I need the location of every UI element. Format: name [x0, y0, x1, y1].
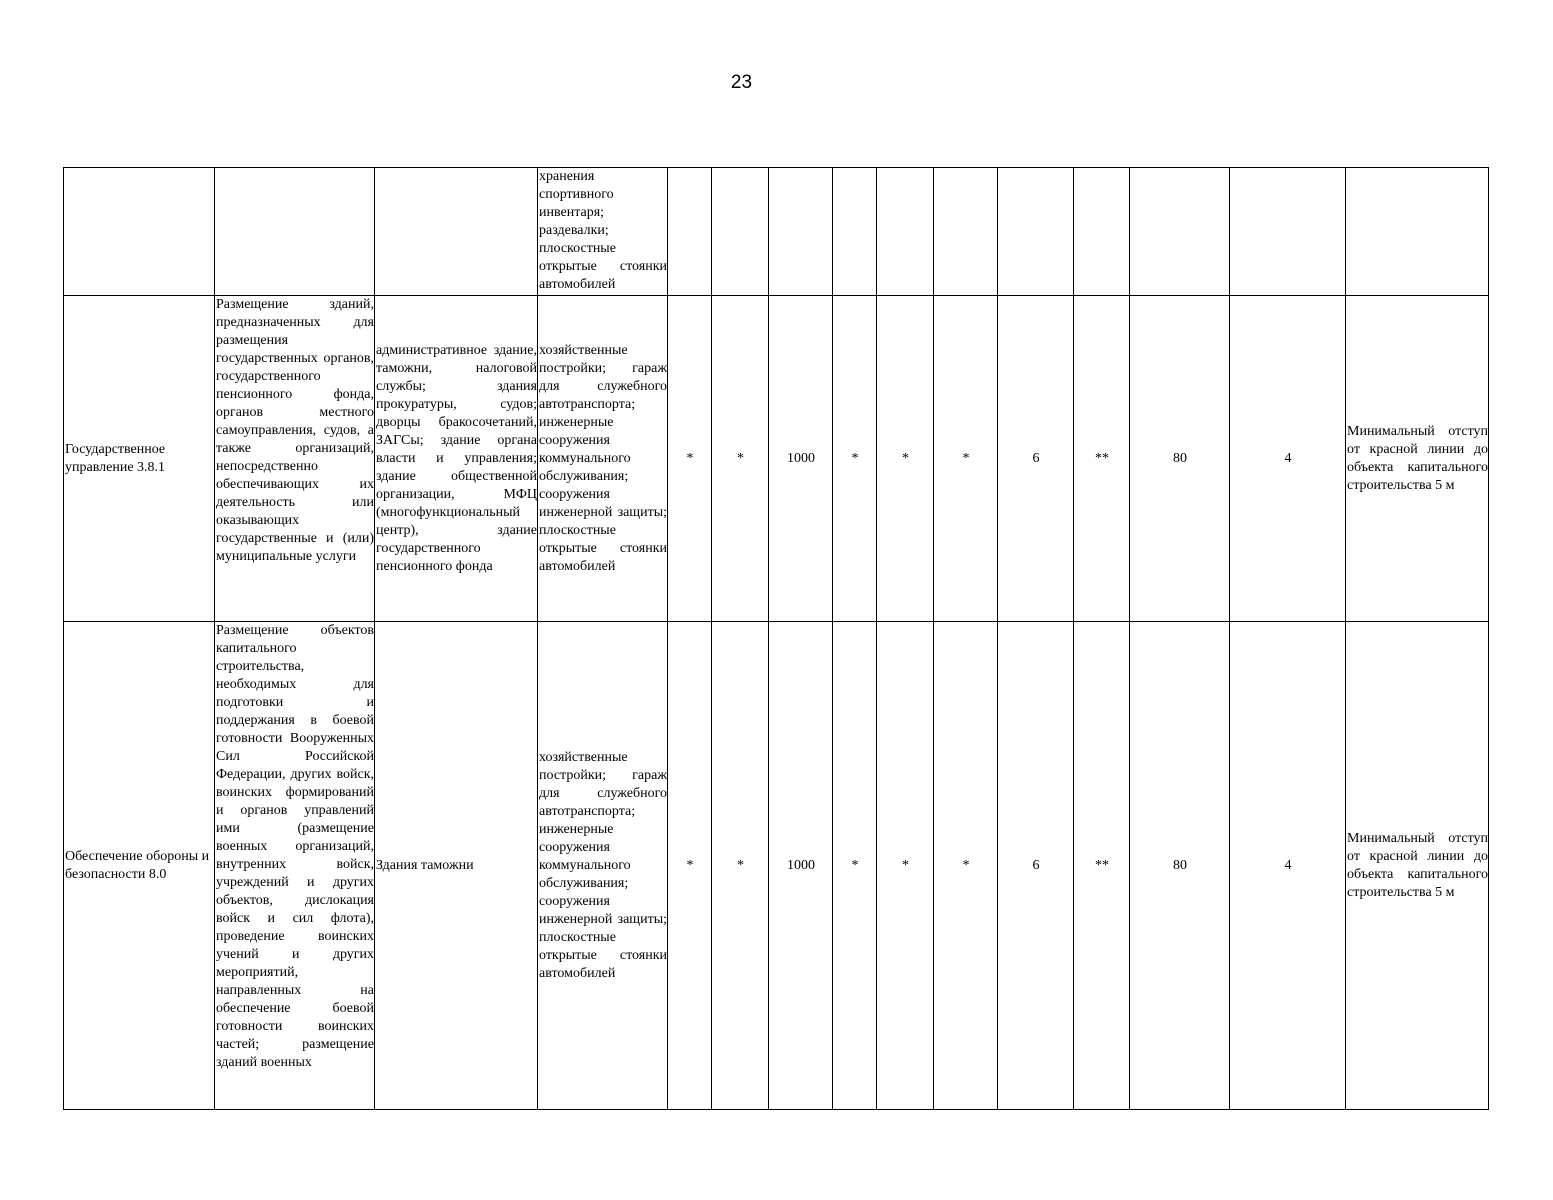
note-cell: Минимальный отступ от красной линии до объекта капитального строительства 5 м	[1346, 622, 1489, 1110]
value-cell: *	[934, 622, 998, 1110]
value-cell	[712, 168, 769, 296]
table-row	[64, 622, 1489, 1110]
note-cell: Минимальный отступ от красной линии до объекта капитального строительства 5 м	[1346, 296, 1489, 622]
page-number: 23	[730, 72, 753, 93]
value-cell: 6	[998, 622, 1074, 1110]
value-cell: **	[1074, 622, 1130, 1110]
main-objects-cell: Здания таможни	[375, 622, 538, 1110]
table-row	[64, 296, 1489, 622]
permitted-use-name-cell: Обеспечение обороны и безопасности 8.0	[64, 622, 215, 1110]
value-cell: *	[877, 622, 934, 1110]
value-cell: *	[934, 296, 998, 622]
value-cell	[833, 168, 877, 296]
table-row	[64, 168, 1489, 296]
value-cell: 4	[1230, 296, 1346, 622]
value-cell: 4	[1230, 622, 1346, 1110]
value-cell	[998, 168, 1074, 296]
value-cell: 1000	[769, 622, 833, 1110]
value-cell: *	[833, 296, 877, 622]
value-cell	[1130, 168, 1230, 296]
auxiliary-objects-cell: хранения спортивного инвентаря; раздевалки; плоскостные открытые стоянки автомобилей	[538, 168, 668, 296]
value-cell	[877, 168, 934, 296]
value-cell: *	[668, 622, 712, 1110]
value-cell: 6	[998, 296, 1074, 622]
value-cell: *	[833, 622, 877, 1110]
value-cell: **	[1074, 296, 1130, 622]
land-use-regulations-table	[63, 167, 1489, 1110]
value-cell: 80	[1130, 296, 1230, 622]
note-cell	[1346, 168, 1489, 296]
use-description-cell: Размещение зданий, предназначенных для размещения государственных органов, государственного пенсионного фонда, органов местного самоуправления, судов, а также организаций, непосредственно обеспечивающих их деятельность или оказывающих государственные и (или) муниципальные услуги	[215, 296, 375, 622]
use-description-cell	[215, 168, 375, 296]
auxiliary-objects-cell: хозяйственные постройки; гараж для служебного автотранспорта; инженерные сооружения коммунального обслуживания; сооружения инженерной защиты; плоскостные открытые стоянки автомобилей	[538, 622, 668, 1110]
auxiliary-objects-cell: хозяйственные постройки; гараж для служебного автотранспорта; инженерные сооружения коммунального обслуживания; сооружения инженерной защиты; плоскостные открытые стоянки автомобилей	[538, 296, 668, 622]
permitted-use-name-cell: Государственное управление 3.8.1	[64, 296, 215, 622]
permitted-use-name-cell	[64, 168, 215, 296]
value-cell	[668, 168, 712, 296]
value-cell	[1074, 168, 1130, 296]
value-cell: *	[877, 296, 934, 622]
value-cell: *	[712, 296, 769, 622]
value-cell	[934, 168, 998, 296]
value-cell: *	[712, 622, 769, 1110]
value-cell	[769, 168, 833, 296]
value-cell: *	[668, 296, 712, 622]
value-cell	[1230, 168, 1346, 296]
main-objects-cell	[375, 168, 538, 296]
value-cell: 1000	[769, 296, 833, 622]
value-cell: 80	[1130, 622, 1230, 1110]
main-objects-cell: административное здание, таможни, налоговой службы; здания прокуратуры, судов; дворцы бракосочетаний, ЗАГСы; здание органа власти и управления; здание общественной организации, МФЦ (многофункциональный центр), здание государственного пенсионного фонда	[375, 296, 538, 622]
use-description-cell: Размещение объектов капитального строительства, необходимых для подготовки и поддержания в боевой готовности Вооруженных Сил Российской Федерации, других войск, воинских формирований и органов управлений ими (размещение военных организаций, внутренних войск, учреждений и других объектов, дислокация войск и сил флота), проведение воинских учений и других мероприятий, направленных на обеспечение боевой готовности воинских частей; размещение зданий военных	[215, 622, 375, 1110]
